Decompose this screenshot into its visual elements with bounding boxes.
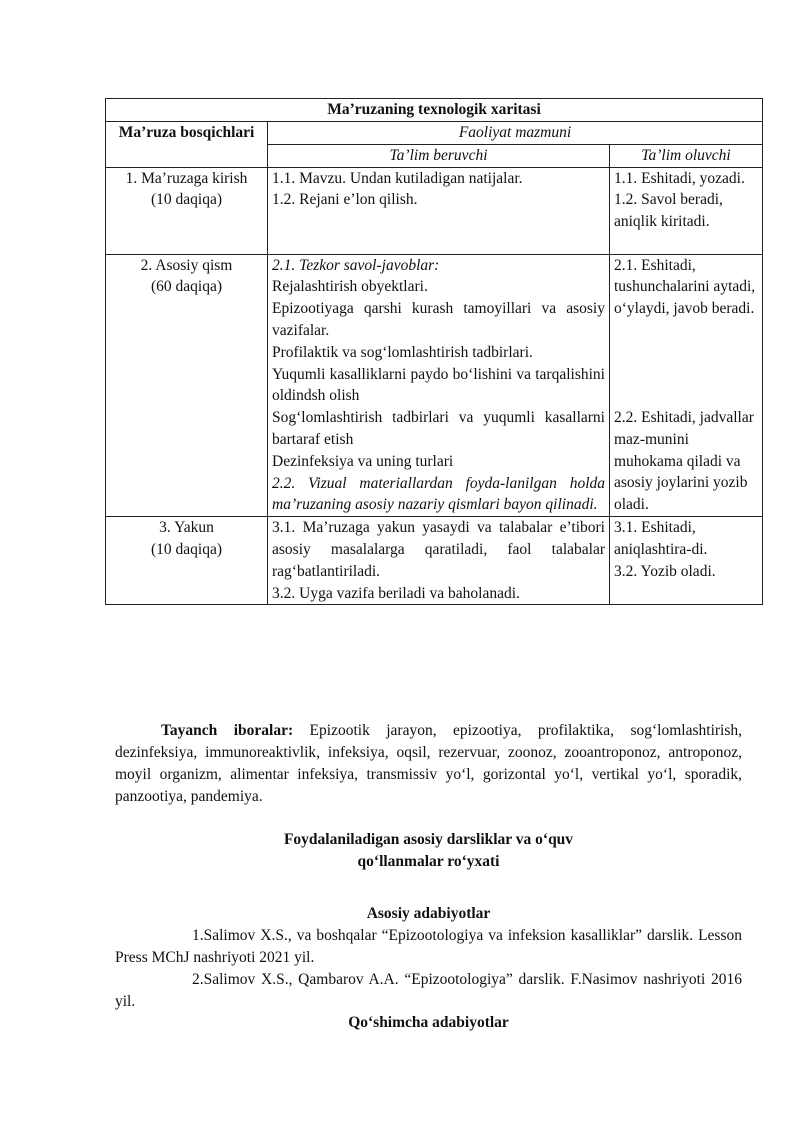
stage-cell <box>106 517 268 605</box>
student-item: 2.2. Eshitadi, jadvallar maz-munini muhokama qiladi va asosiy joylarini yozib oladi. <box>614 408 754 514</box>
teacher-item: 3.1. Ma’ruzaga yakun yasaydi va talabalar e’tibori asosiy masalalarga qaratiladi, faol talabalar rag‘batlantiriladi. <box>272 519 605 580</box>
reference-item: 2.Salimov X.S., Qambarov A.A. “Epizootologiya” darslik. F.Nasimov nashriyoti 2016 yil. <box>115 971 742 1010</box>
stage-name: 3. Yakun <box>159 519 214 537</box>
extra-literature-heading: Qo‘shimcha adabiyotlar <box>348 1014 509 1031</box>
table-row <box>106 517 763 605</box>
student-cell <box>610 254 763 517</box>
technological-map-table <box>105 98 763 605</box>
student-item: 3.2. Yozib oladi. <box>614 562 716 580</box>
reference-item: 1.Salimov X.S., va boshqalar “Epizootologiya va infeksion kasalliklar” darslik. Lesson Press MChJ nashriyoti 2021 yil. <box>115 927 742 966</box>
teacher-item: 1.1. Mavzu. Undan kutiladigan natijalar. <box>272 169 523 187</box>
student-item: 2.1. Eshitadi, tushunchalarini aytadi, o‘ylaydi, javob beradi. <box>614 256 756 318</box>
student-item: 1.2. Savol beradi, aniqlik kiritadi. <box>614 191 723 231</box>
stage-duration: (10 daqiqa) <box>150 191 222 209</box>
keywords-label: Tayanch iboralar: <box>161 722 294 739</box>
header-student: Ta’lim oluvchi <box>610 144 763 167</box>
spacer <box>614 320 758 407</box>
header-activity: Faoliyat mazmuni <box>268 122 763 145</box>
table-title-row <box>106 99 763 122</box>
stage-duration: (60 daqiqa) <box>150 278 222 296</box>
stage-cell <box>106 167 268 254</box>
teacher-item: 2.2. Vizual materiallardan foyda-lanilgan holda ma’ruzaning asosiy nazariy qismlari bayon qilinadi. <box>272 474 605 514</box>
table-row <box>106 167 763 254</box>
teacher-item: Dezinfeksiya va uning turlari <box>272 452 454 470</box>
references-heading-line1: Foydalaniladigan asosiy darsliklar va o‘quv <box>283 831 574 848</box>
teacher-item: Rejalashtirish obyektlari. <box>272 278 428 296</box>
teacher-item: Profilaktik va sog‘lomlashtirish tadbirlari. <box>272 343 533 361</box>
stage-cell <box>106 254 268 517</box>
teacher-cell <box>268 254 610 517</box>
stage-name: 2. Asosiy qism <box>140 256 233 274</box>
teacher-item: Sog‘lomlashtirish tadbirlari va yuqumli kasallarni bartaraf etish <box>272 409 605 448</box>
teacher-item: Epizootiyaga qarshi kurash tamoyillari va asosiy vazifalar. <box>272 300 605 339</box>
student-item: 1.1. Eshitadi, yozadi. <box>614 169 745 187</box>
table-row <box>106 254 763 517</box>
header-teacher: Ta’lim beruvchi <box>268 144 610 167</box>
header-stage: Ma’ruza bosqichlari <box>106 122 268 168</box>
teacher-item: Yuqumli kasalliklarni paydo bo‘lishini va tarqalishini oldindsh olish <box>272 365 605 405</box>
table-title: Ma’ruzaning texnologik xaritasi <box>106 99 763 122</box>
stage-name: 1. Ma’ruzaga kirish <box>125 169 248 187</box>
teacher-item: 3.2. Uyga vazifa beriladi va baholanadi. <box>272 584 520 602</box>
teacher-cell <box>268 167 610 254</box>
student-cell <box>610 517 763 605</box>
teacher-item: 2.1. Tezkor savol-javoblar: <box>272 256 440 274</box>
references-heading-line2: qo‘llanmalar ro‘yxati <box>357 853 500 870</box>
student-cell <box>610 167 763 254</box>
stage-duration: (10 daqiqa) <box>150 540 222 558</box>
teacher-item: 1.2. Rejani e’lon qilish. <box>272 191 418 209</box>
references-heading <box>115 829 742 873</box>
keywords-text: Epizootik jarayon, epizootiya, profilaktika, sog‘lomlashtirish, dezinfeksiya, immunoreaktivlik, infeksiya, oqsil, rezervuar, zoonoz, zooantroponoz, antroponoz, moyil organizm, alimentar infeksiya, transmissiv yo‘l, gorizontal yo‘l, vertikal yo‘l, sporadik, panzootiya, pandemiya. <box>115 722 742 805</box>
table-header-row <box>106 122 763 145</box>
main-literature-heading: Asosiy adabiyotlar <box>366 905 491 922</box>
student-item: 3.1. Eshitadi, aniqlashtira-di. <box>614 519 708 558</box>
teacher-cell <box>268 517 610 605</box>
keywords-paragraph <box>115 720 742 808</box>
